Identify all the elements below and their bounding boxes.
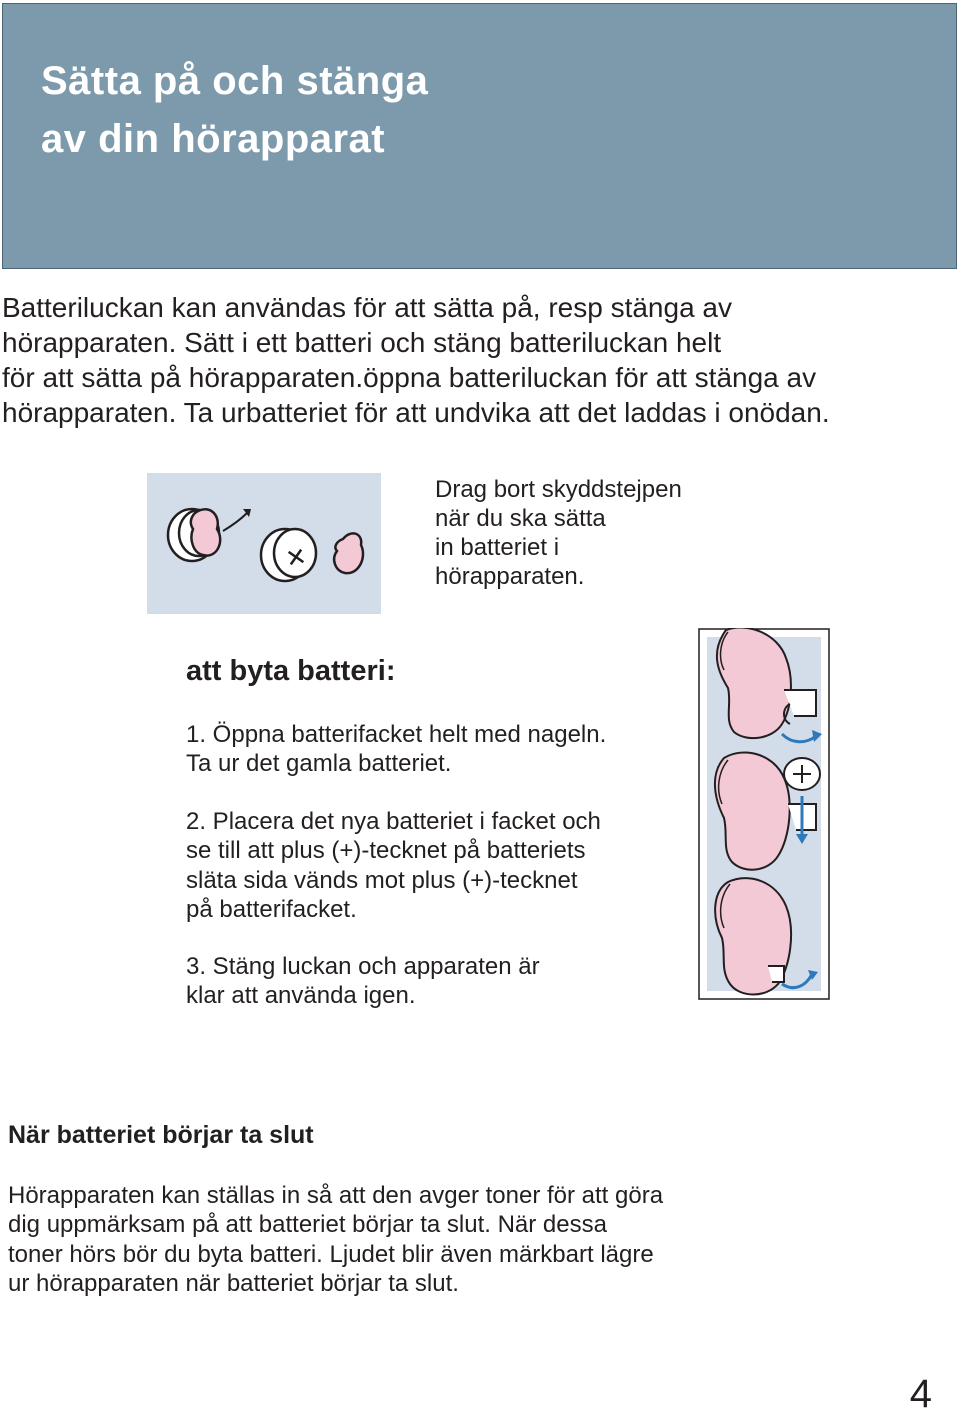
hearing-aid-battery-steps-illustration — [698, 628, 830, 1000]
caption-line: Drag bort skyddstejpen — [435, 476, 682, 503]
tape-caption — [435, 475, 682, 591]
battery-low-heading: När batteriet börjar ta slut — [8, 1121, 314, 1149]
step-line: se till att plus (+)-tecknet på batteriets — [186, 837, 586, 865]
step-line: på batterifacket. — [186, 895, 357, 923]
caption-line: hörapparaten. — [435, 563, 585, 590]
intro-line: Batteriluckan kan användas för att sätta på, resp stänga av — [2, 292, 732, 323]
body-line: Hörapparaten kan ställas in så att den avger toner för att göra — [8, 1182, 664, 1209]
hearing-aid-steps-icon — [698, 628, 830, 1000]
step-line: släta sida vänds mot plus (+)-tecknet — [186, 866, 578, 894]
intro-line: för att sätta på hörapparaten.öppna batteriluckan för att stänga av — [2, 362, 817, 393]
removed-tape-icon — [334, 533, 363, 573]
battery-tape-removal-illustration — [147, 473, 381, 614]
title-line-1: Sätta på och stänga — [41, 59, 429, 103]
step-line: 1. Öppna batterifacket helt med nageln. — [186, 721, 607, 748]
battery-with-tape-icon — [168, 509, 251, 561]
intro-line: hörapparaten. Sätt i ett batteri och stäng batteriluckan helt — [2, 327, 722, 358]
battery-tape-icon — [147, 473, 381, 614]
intro-paragraph — [2, 290, 942, 430]
caption-line: när du ska sätta — [435, 505, 606, 532]
battery-change-heading: att byta batteri: — [186, 655, 396, 687]
title-line-2: av din hörapparat — [41, 117, 386, 161]
caption-line: in batteriet i — [435, 534, 560, 561]
step-1 — [186, 720, 606, 779]
battery-low-paragraph — [8, 1181, 663, 1298]
battery-plus-icon — [261, 529, 316, 581]
step-line: Ta ur det gamla batteriet. — [186, 750, 452, 778]
body-line: toner hörs bör du byta batteri. Ljudet blir även märkbart lägre — [8, 1240, 654, 1268]
intro-line: hörapparaten. Ta urbatteriet för att undvika att det laddas i onödan. — [2, 397, 830, 428]
page-title — [41, 52, 428, 168]
body-line: ur hörapparaten när batteriet börjar ta slut. — [8, 1269, 459, 1297]
header-band — [2, 3, 957, 269]
step-line: klar att använda igen. — [186, 982, 416, 1010]
step-3 — [186, 952, 540, 1011]
body-line: dig uppmärksam på att batteriet börjar ta slut. När dessa — [8, 1211, 607, 1239]
step-line: 2. Placera det nya batteriet i facket och — [186, 808, 601, 835]
step-2 — [186, 807, 601, 924]
step-line: 3. Stäng luckan och apparaten är — [186, 953, 540, 980]
page-number: 4 — [909, 1372, 932, 1416]
